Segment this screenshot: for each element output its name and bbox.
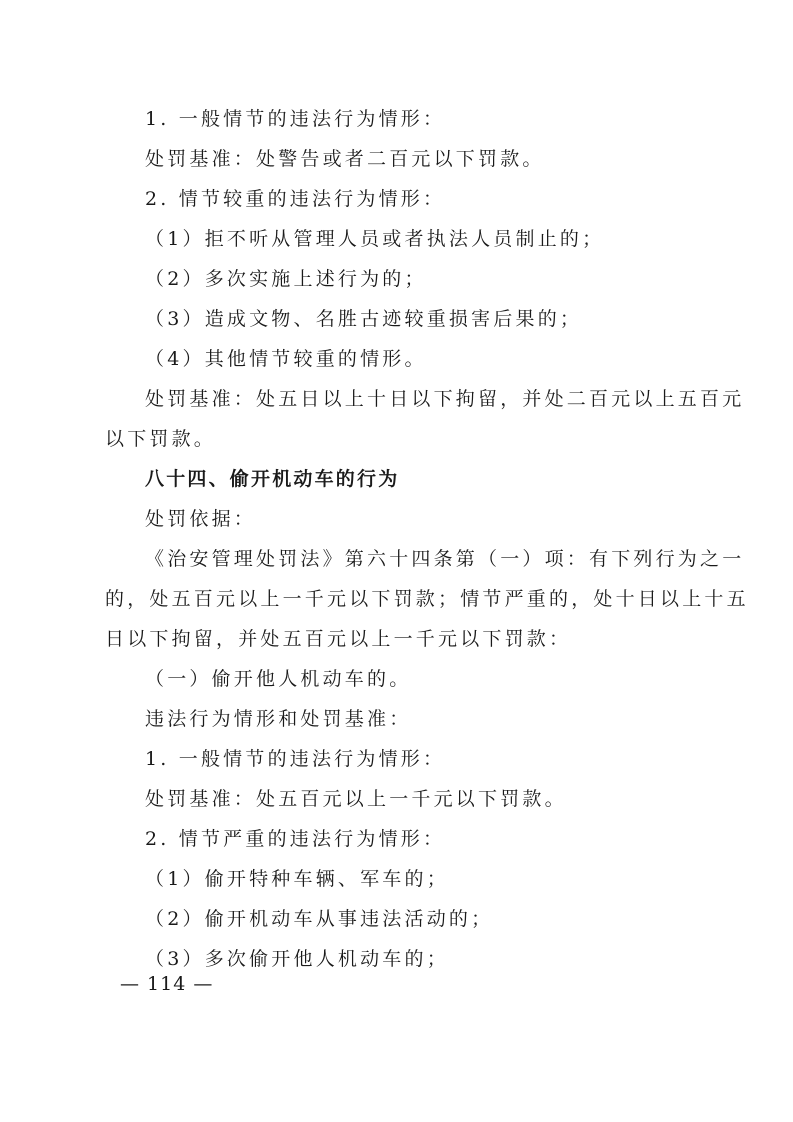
text-line: （3）多次偷开他人机动车的； (145, 948, 449, 970)
text-line: 处罚基准：处五百元以上一千元以下罚款。 (145, 788, 567, 810)
text-line: 1. 一般情节的违法行为情形： (145, 748, 446, 770)
text-line: 2. 情节较重的违法行为情形： (145, 188, 446, 210)
text-line: 处罚基准：处五日以上十日以下拘留，并处二百元以上五百元 (145, 388, 745, 410)
text-line: 《治安管理处罚法》第六十四条第（一）项：有下列行为之一 (145, 548, 745, 570)
text-line: （一）偷开他人机动车的。 (145, 668, 412, 690)
text-line: （1）拒不听从管理人员或者执法人员制止的； (145, 228, 605, 250)
section-heading: 八十四、偷开机动车的行为 (145, 468, 400, 490)
text-line: 1. 一般情节的违法行为情形： (145, 108, 446, 130)
text-line: （1）偷开特种车辆、军车的； (145, 868, 449, 890)
text-line: 处罚依据： (145, 508, 257, 530)
text-line: （2）偷开机动车从事违法活动的； (145, 908, 494, 930)
text-line: 以下罚款。 (105, 428, 217, 450)
text-line: 的，处五百元以上一千元以下罚款；情节严重的，处十日以上十五 (105, 588, 749, 610)
text-line: 2. 情节严重的违法行为情形： (145, 828, 446, 850)
text-line: （4）其他情节较重的情形。 (145, 348, 427, 370)
text-line: 违法行为情形和处罚基准： (145, 708, 412, 730)
text-line: （2）多次实施上述行为的； (145, 268, 427, 290)
page-number: — 114 — (120, 973, 214, 995)
text-line: 日以下拘留，并处五百元以上一千元以下罚款： (105, 628, 572, 650)
text-line: （3）造成文物、名胜古迹较重损害后果的； (145, 308, 583, 330)
text-line: 处罚基准：处警告或者二百元以下罚款。 (145, 148, 545, 170)
